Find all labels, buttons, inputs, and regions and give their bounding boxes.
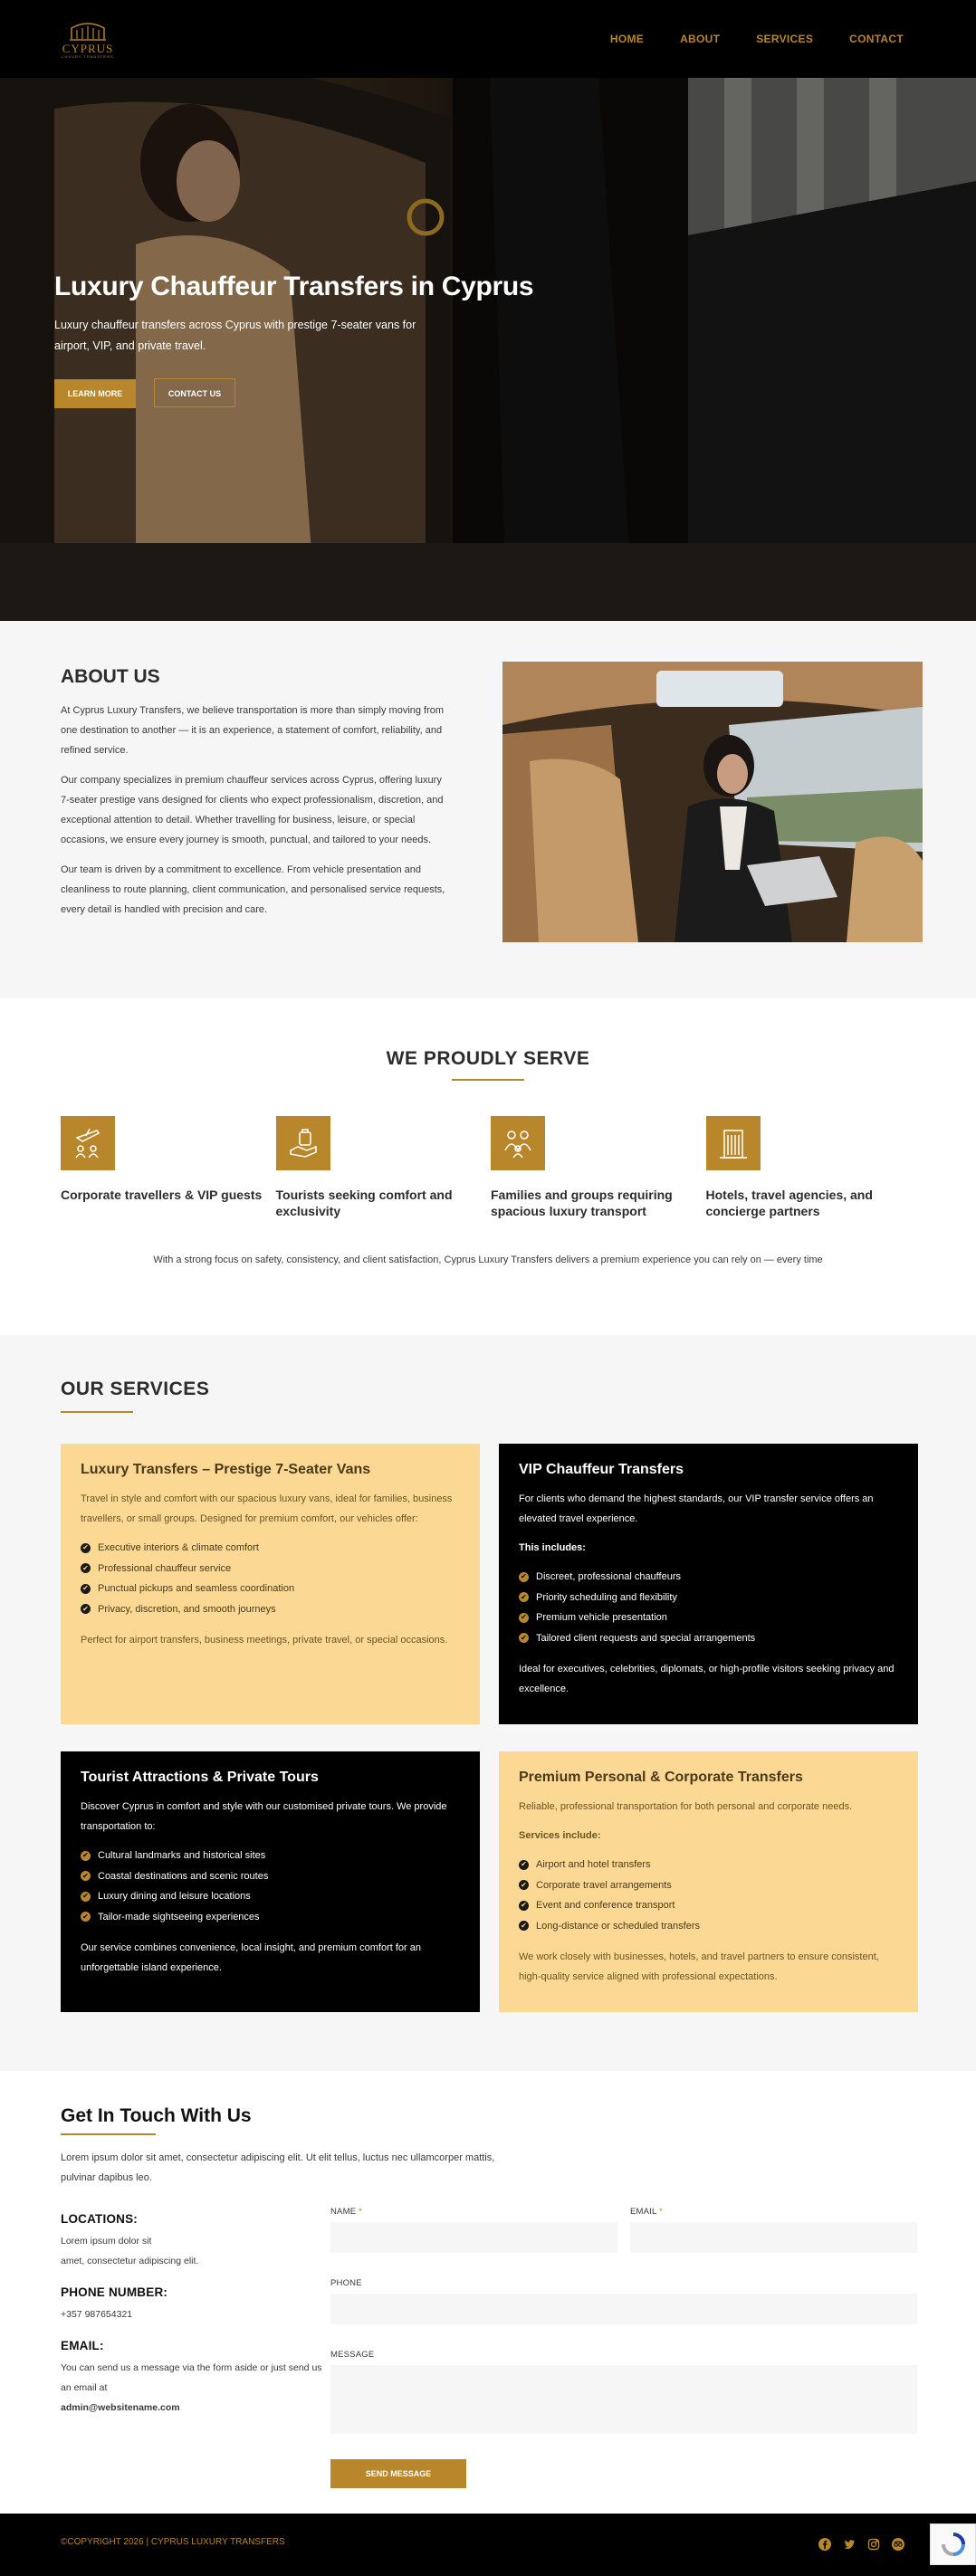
list-item: ✔ Premium vehicle presentation xyxy=(519,1608,898,1628)
card-intro: Reliable, professional transportation for both personal and corporate needs. xyxy=(519,1801,853,1812)
serve-item-label: Corporate travellers & VIP guests xyxy=(61,1188,263,1202)
card-outro: Our service combines convenience, local insight, and premium comfort for an unforgettable island experience. xyxy=(81,1942,422,1973)
facebook-icon[interactable] xyxy=(818,2537,832,2552)
list-item: ✔ Airport and hotel transfers xyxy=(519,1855,898,1875)
main-nav xyxy=(574,33,904,45)
contact-title: Get In Touch With Us xyxy=(61,2105,252,2126)
locations-label: LOCATIONS: xyxy=(61,2212,138,2226)
hand-luggage-icon xyxy=(276,1116,330,1170)
services-section xyxy=(0,1335,976,2071)
nav-contact[interactable]: CONTACT xyxy=(849,33,904,45)
serve-item xyxy=(491,1116,706,1219)
check-circle-icon: ✔ xyxy=(81,1584,91,1594)
send-message-button[interactable]: SEND MESSAGE xyxy=(330,2459,466,2488)
check-circle-icon: ✔ xyxy=(519,1613,529,1623)
check-circle-icon: ✔ xyxy=(81,1851,91,1861)
message-group xyxy=(330,2350,917,2434)
name-label: NAME * xyxy=(330,2207,362,2217)
serve-item xyxy=(276,1116,492,1219)
service-card-vip xyxy=(499,1444,918,1724)
check-circle-icon: ✔ xyxy=(81,1604,91,1614)
serve-item-label: Tourists seeking comfort and exclusivity xyxy=(275,1188,453,1218)
logo-subtext: LUXURY TRANSFERS xyxy=(62,54,114,59)
nav-home[interactable]: HOME xyxy=(609,33,645,45)
check-circle-icon: ✔ xyxy=(519,1880,529,1890)
serve-section xyxy=(0,998,976,1335)
title-underline xyxy=(61,1411,133,1413)
card-intro: Travel in style and comfort with our spacious luxury vans, ideal for families, business travellers, or small groups. Designed for premium comfort, our vehicles offer: xyxy=(81,1493,453,1524)
list-item: ✔ Tailor-made sightseeing experiences xyxy=(81,1907,460,1928)
list-item: ✔ Executive interiors & climate comfort xyxy=(81,1538,460,1559)
check-circle-icon: ✔ xyxy=(519,1921,529,1931)
email-field-label: EMAIL * xyxy=(630,2207,663,2217)
form-row xyxy=(330,2207,917,2253)
check-circle-icon: ✔ xyxy=(81,1543,91,1553)
list-item: ✔ Professional chauffeur service xyxy=(81,1559,460,1579)
serve-note: With a strong focus on safety, consistency, and client satisfaction, Cyprus Luxury Transfers delivers a premium experience you can rely on — every time xyxy=(153,1255,823,1265)
service-card-tours xyxy=(61,1751,480,2012)
contact-section xyxy=(0,2071,976,2514)
twitter-icon[interactable] xyxy=(842,2537,856,2552)
family-icon xyxy=(491,1116,545,1170)
list-item: ✔ Privacy, discretion, and smooth journeys xyxy=(81,1599,460,1620)
about-image xyxy=(502,662,923,942)
contact-us-button[interactable]: CONTACT US xyxy=(154,378,235,407)
list-item: ✔ Punctual pickups and seamless coordination xyxy=(81,1579,460,1599)
serve-item-label: Hotels, travel agencies, and concierge partners xyxy=(705,1188,873,1218)
email-link[interactable]: admin@websitename.com xyxy=(61,2402,180,2413)
serve-title: WE PROUDLY SERVE xyxy=(386,1048,590,1069)
check-circle-icon: ✔ xyxy=(81,1563,91,1573)
card-title: Luxury Transfers – Prestige 7-Seater Vans xyxy=(81,1462,371,1477)
list-item: ✔ Cultural landmarks and historical sites xyxy=(81,1846,460,1866)
card-list xyxy=(519,1567,898,1648)
check-circle-icon: ✔ xyxy=(519,1592,529,1602)
email-text: You can send us a message via the form aside or just send us an email at admin@websitename.com xyxy=(61,2362,322,2413)
email-label: EMAIL: xyxy=(61,2339,104,2352)
check-circle-icon: ✔ xyxy=(81,1871,91,1881)
hero-content xyxy=(54,272,561,408)
check-circle-icon: ✔ xyxy=(81,1912,91,1922)
list-item: ✔ Priority scheduling and flexibility xyxy=(519,1588,898,1608)
about-paragraph: Our team is driven by a commitment to excellence. From vehicle presentation and cleanliness to route planning, client communication, and personalised service requests, every detail is handled with precision and care. xyxy=(61,864,445,915)
nav-services[interactable]: SERVICES xyxy=(756,33,814,45)
hotel-building-icon xyxy=(706,1116,761,1170)
nav-about[interactable]: ABOUT xyxy=(680,33,721,45)
card-title: VIP Chauffeur Transfers xyxy=(519,1462,684,1477)
list-item: ✔ Discreet, professional chauffeurs xyxy=(519,1567,898,1588)
hero-title: Luxury Chauffeur Transfers in Cyprus xyxy=(54,272,534,301)
email-group xyxy=(630,2207,917,2253)
logo-text: CYPRUS xyxy=(62,42,114,55)
phone-number: +357 987654321 xyxy=(61,2309,133,2320)
serve-grid xyxy=(61,1116,921,1219)
about-section xyxy=(0,621,976,998)
service-card-luxury-transfers xyxy=(61,1444,480,1724)
services-title: OUR SERVICES xyxy=(61,1379,210,1399)
list-item: ✔ Tailored client requests and special arrangements xyxy=(519,1628,898,1649)
check-circle-icon: ✔ xyxy=(519,1860,529,1870)
list-item: ✔ Corporate travel arrangements xyxy=(519,1875,898,1896)
copyright-text: ©COPYRIGHT 2026 | CYPRUS LUXURY TRANSFERS xyxy=(61,2537,285,2547)
card-list xyxy=(81,1538,460,1619)
card-list xyxy=(81,1846,460,1927)
site-footer xyxy=(0,2514,976,2576)
card-list xyxy=(519,1855,898,1936)
site-logo[interactable] xyxy=(60,19,116,59)
title-underline xyxy=(61,2133,156,2135)
email-field[interactable] xyxy=(630,2222,917,2253)
about-title: ABOUT US xyxy=(61,666,160,687)
card-title: Premium Personal & Corporate Transfers xyxy=(519,1770,803,1785)
card-outro: Perfect for airport transfers, business meetings, private travel, or special occasions. xyxy=(81,1635,448,1646)
serve-item xyxy=(706,1116,922,1219)
hero-section xyxy=(0,0,976,621)
instagram-icon[interactable] xyxy=(866,2537,881,2552)
plane-people-icon xyxy=(61,1116,115,1170)
card-intro: For clients who demand the highest standards, our VIP transfer service offers an elevated travel experience. xyxy=(519,1493,874,1524)
phone-label: PHONE NUMBER: xyxy=(61,2285,168,2299)
list-item: ✔ Coastal destinations and scenic routes xyxy=(81,1866,460,1887)
serve-item xyxy=(61,1116,276,1219)
recaptcha-icon xyxy=(941,2532,966,2557)
van-interior-image xyxy=(502,662,923,942)
title-underline xyxy=(452,1079,524,1081)
phone-field-label: PHONE xyxy=(330,2278,362,2288)
tripadvisor-icon[interactable] xyxy=(891,2537,905,2552)
card-title: Tourist Attractions & Private Tours xyxy=(81,1770,319,1785)
check-circle-icon: ✔ xyxy=(519,1572,529,1582)
card-subheading: This includes: xyxy=(519,1542,586,1553)
contact-intro: Lorem ipsum dolor sit amet, consectetur adipiscing elit. Ut elit tellus, luctus nec ullamcorper mattis, pulvinar dapibus leo. xyxy=(61,2152,495,2183)
list-item: ✔ Event and conference transport xyxy=(519,1895,898,1916)
card-outro: Ideal for executives, celebrities, diplomats, or high-profile visitors seeking privacy and excellence. xyxy=(519,1664,895,1694)
card-outro: We work closely with businesses, hotels, and travel partners to ensure consistent, high-quality service aligned with professional expectations. xyxy=(519,1951,879,1982)
about-text xyxy=(61,666,450,930)
list-item: ✔ Luxury dining and leisure locations xyxy=(81,1886,460,1907)
name-group xyxy=(330,2207,617,2253)
about-paragraph: At Cyprus Luxury Transfers, we believe transportation is more than simply moving from one destination to another — it is an experience, a statement of comfort, reliability, and refined service. xyxy=(61,705,445,756)
serve-item-label: Families and groups requiring spacious luxury transport xyxy=(491,1188,673,1218)
site-header xyxy=(0,0,976,78)
card-intro: Discover Cyprus in comfort and style with our customised private tours. We provide transportation to: xyxy=(81,1801,447,1832)
card-subheading: Services include: xyxy=(519,1830,601,1841)
phone-group xyxy=(330,2278,917,2324)
check-circle-icon: ✔ xyxy=(519,1633,529,1643)
service-card-personal-corporate xyxy=(499,1751,918,2012)
learn-more-button[interactable]: LEARN MORE xyxy=(54,379,136,408)
check-circle-icon: ✔ xyxy=(519,1901,529,1911)
logo-crest-icon xyxy=(68,19,108,43)
name-field[interactable] xyxy=(330,2222,617,2253)
hero-text: Luxury chauffeur transfers across Cyprus with prestige 7-seater vans for airport, VIP, and private travel. xyxy=(54,319,416,352)
locations-text: Lorem ipsum dolor sit amet, consectetur adipiscing elit. xyxy=(61,2236,199,2266)
about-paragraph: Our company specializes in premium chauffeur services across Cyprus, offering luxury 7-seater prestige vans designed for clients who expect professionalism, discretion, and exceptional attention to detail. Whether travelling for business, leisure, or special occasions, we ensure every journey is smooth, punctual, and tailored to your needs. xyxy=(61,775,444,845)
check-circle-icon: ✔ xyxy=(81,1892,91,1902)
contact-form xyxy=(330,2207,917,2488)
list-item: ✔ Long-distance or scheduled transfers xyxy=(519,1916,898,1937)
phone-field[interactable] xyxy=(330,2294,917,2324)
message-field[interactable] xyxy=(330,2365,917,2434)
social-links xyxy=(818,2537,905,2552)
message-label: MESSAGE xyxy=(330,2350,375,2360)
contact-info xyxy=(61,2212,323,2432)
recaptcha-badge[interactable] xyxy=(930,2524,976,2565)
